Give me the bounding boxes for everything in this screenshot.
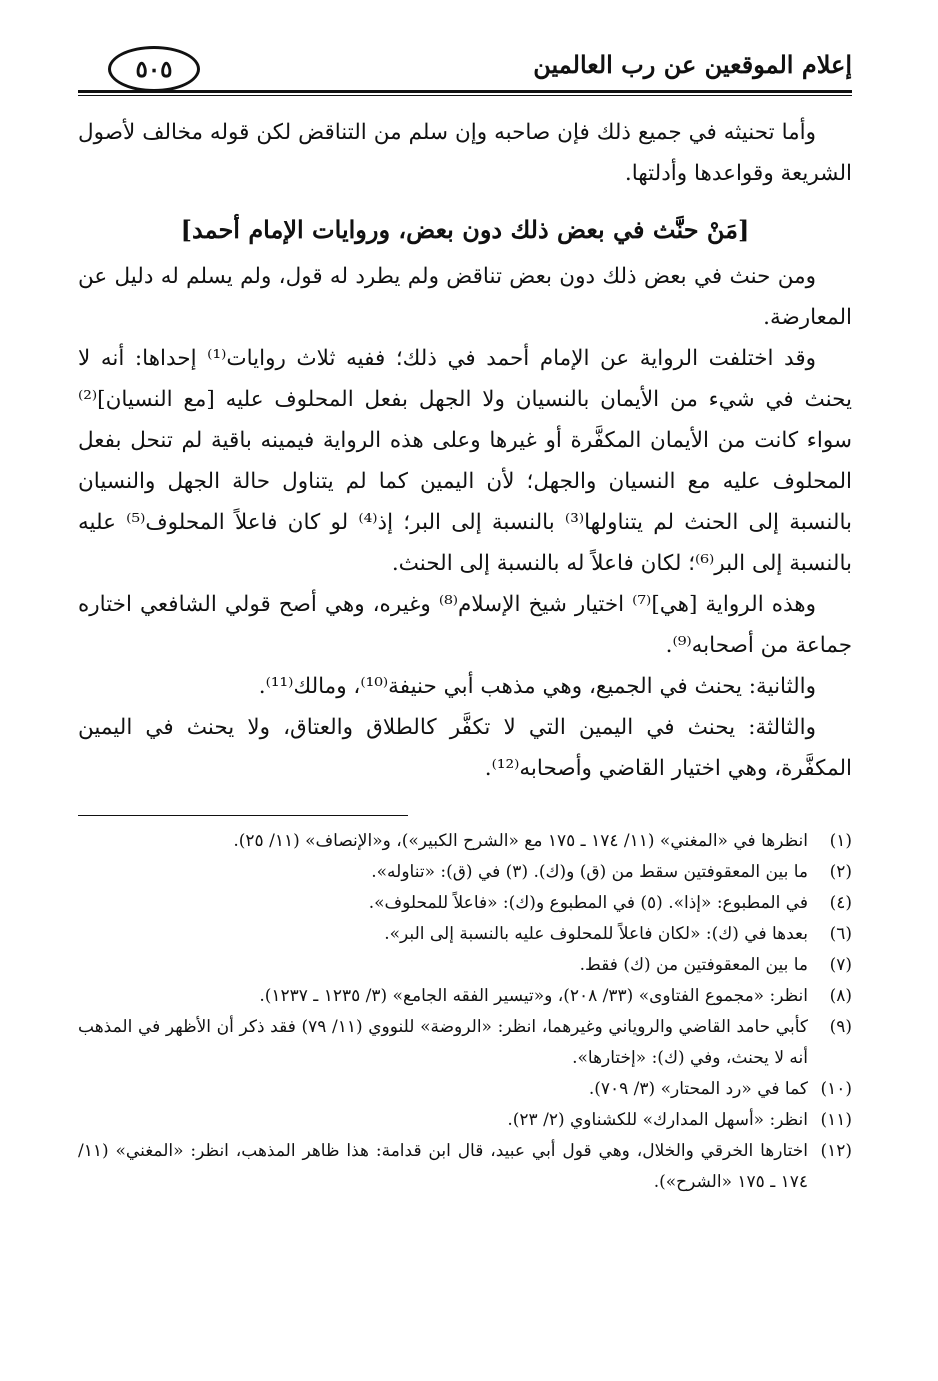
- footnote-number: (١): [829, 831, 852, 851]
- paragraph: وأما تحنيثه في جميع ذلك فإن صاحبه وإن سلم من التناقض لكن قوله مخالف لأصول الشريعة وقواعدها وأدلتها.: [78, 120, 852, 186]
- paragraph: والثانية: يحنث في الجميع، وهي مذهب أبي حنيفة⁽¹⁰⁾، ومالك⁽¹¹⁾.: [258, 674, 816, 699]
- footnote: [78, 1074, 852, 1105]
- footnote-text: بعدها في (ك): «لكان فاعلاً للمحلوف عليه بالنسبة إلى البر».: [384, 924, 808, 944]
- running-title: إعلام الموقعين عن رب العالمين: [533, 50, 852, 79]
- footnote: [78, 950, 852, 981]
- footnote-text: انظر: «أسهل المدارك» للكشناوي (٢/ ٢٣).: [507, 1110, 808, 1130]
- paragraph: وقد اختلفت الرواية عن الإمام أحمد في ذلك؛ ففيه ثلاث روايات⁽¹⁾ إحداها: أنه لا يحنث في شيء من الأيمان بالنسيان ولا الجهل بفعل المحلوف عليه [مع النسيان]⁽²⁾ سواء كانت من الأيمان المكفَّرة أو غيرها وعلى هذه الرواية فيمينه باقية لم تنحل بفعل المحلوف عليه مع النسيان والجهل؛ لأن اليمين كما لم يتناول حالة الجهل والنسيان بالنسبة إلى الحنث لم يتناولها⁽³⁾ بالنسبة إلى البر؛ إذ⁽⁴⁾ لو كان فاعلاً المحلوف⁽⁵⁾ عليه بالنسبة إلى البر⁽⁶⁾؛ لكان فاعلاً له بالنسبة إلى الحنث.: [78, 346, 852, 576]
- paragraph: وهذه الرواية [هي]⁽⁷⁾ اختيار شيخ الإسلام⁽⁸⁾ وغيره، وهي أصح قولي الشافعي اختاره جماعة من أصحابه⁽⁹⁾.: [78, 592, 852, 658]
- footnote-text: انظرها في «المغني» (١١/ ١٧٤ ـ ١٧٥ مع «الشرح الكبير»)، و«الإنصاف» (١١/ ٢٥).: [233, 831, 808, 851]
- footnote: [78, 857, 852, 888]
- page-number: ٥٠٥: [108, 46, 200, 92]
- footnote-number: (٨): [829, 986, 852, 1006]
- footnote-number: (١١): [820, 1110, 852, 1130]
- footnote-number: (٩): [829, 1017, 852, 1037]
- footnote-number: (٤): [829, 893, 852, 913]
- footnote-number: (٦): [829, 924, 852, 944]
- paragraph: والثالثة: يحنث في اليمين التي لا تكفَّر كالطلاق والعتاق، ولا يحنث في اليمين المكفَّرة، وهي اختيار القاضي وأصحابه⁽¹²⁾.: [78, 715, 852, 781]
- footnote: [78, 919, 852, 950]
- header-rule-thick: [78, 90, 852, 93]
- footnote-number: (٢): [829, 862, 852, 882]
- footnote-number: (٧): [829, 955, 852, 975]
- footnote-text: ما بين المعقوفتين من (ك) فقط.: [579, 955, 808, 975]
- header-rule-thin: [78, 95, 852, 96]
- footnote-text: في المطبوع: «إذا». (٥) في المطبوع و(ك): «فاعلاً للمحلوف».: [368, 893, 808, 913]
- footnotes: [78, 826, 852, 1198]
- footnote-number: (١٢): [820, 1141, 852, 1161]
- page-header: [78, 38, 852, 100]
- footnote-text: ما بين المعقوفتين سقط من (ق) و(ك). (٣) في (ق): «تناوله».: [371, 862, 808, 882]
- footnote-text: انظر: «مجموع الفتاوى» (٣٣/ ٢٠٨)، و«تيسير الفقه الجامع» (٣/ ١٢٣٥ ـ ١٢٣٧).: [259, 986, 808, 1006]
- footnote: [78, 1136, 852, 1198]
- footnote: [78, 981, 852, 1012]
- footnote: [78, 826, 852, 857]
- footnote-text: كما في «رد المحتار» (٣/ ٧٠٩).: [588, 1079, 808, 1099]
- footnote-text: كأبي حامد القاضي والروياني وغيرهما، انظر: «الروضة» للنووي (١١/ ٧٩) فقد ذكر أن الأظهر في المذهب أنه لا يحنث، وفي (ك): «إختارها».: [78, 1017, 808, 1068]
- document-page: [78, 38, 852, 1198]
- footnote: [78, 1105, 852, 1136]
- main-text: [78, 112, 852, 789]
- footnote-number: (١٠): [820, 1079, 852, 1099]
- footnote: [78, 1012, 852, 1074]
- footnote-text: اختارها الخرقي والخلال، وهي قول أبي عبيد، قال ابن قدامة: هذا ظاهر المذهب، انظر: «المغني» (١١/ ١٧٤ ـ ١٧٥ «الشرح»).: [78, 1141, 808, 1192]
- footnote: [78, 888, 852, 919]
- footnote-separator: [78, 815, 408, 816]
- section-heading: [مَنْ حنَّث في بعض ذلك دون بعض، وروايات الإمام أحمد]: [180, 215, 750, 244]
- paragraph: ومن حنث في بعض ذلك دون بعض تناقض ولم يطرد له قول، ولم يسلم له دليل عن المعارضة.: [78, 264, 852, 330]
